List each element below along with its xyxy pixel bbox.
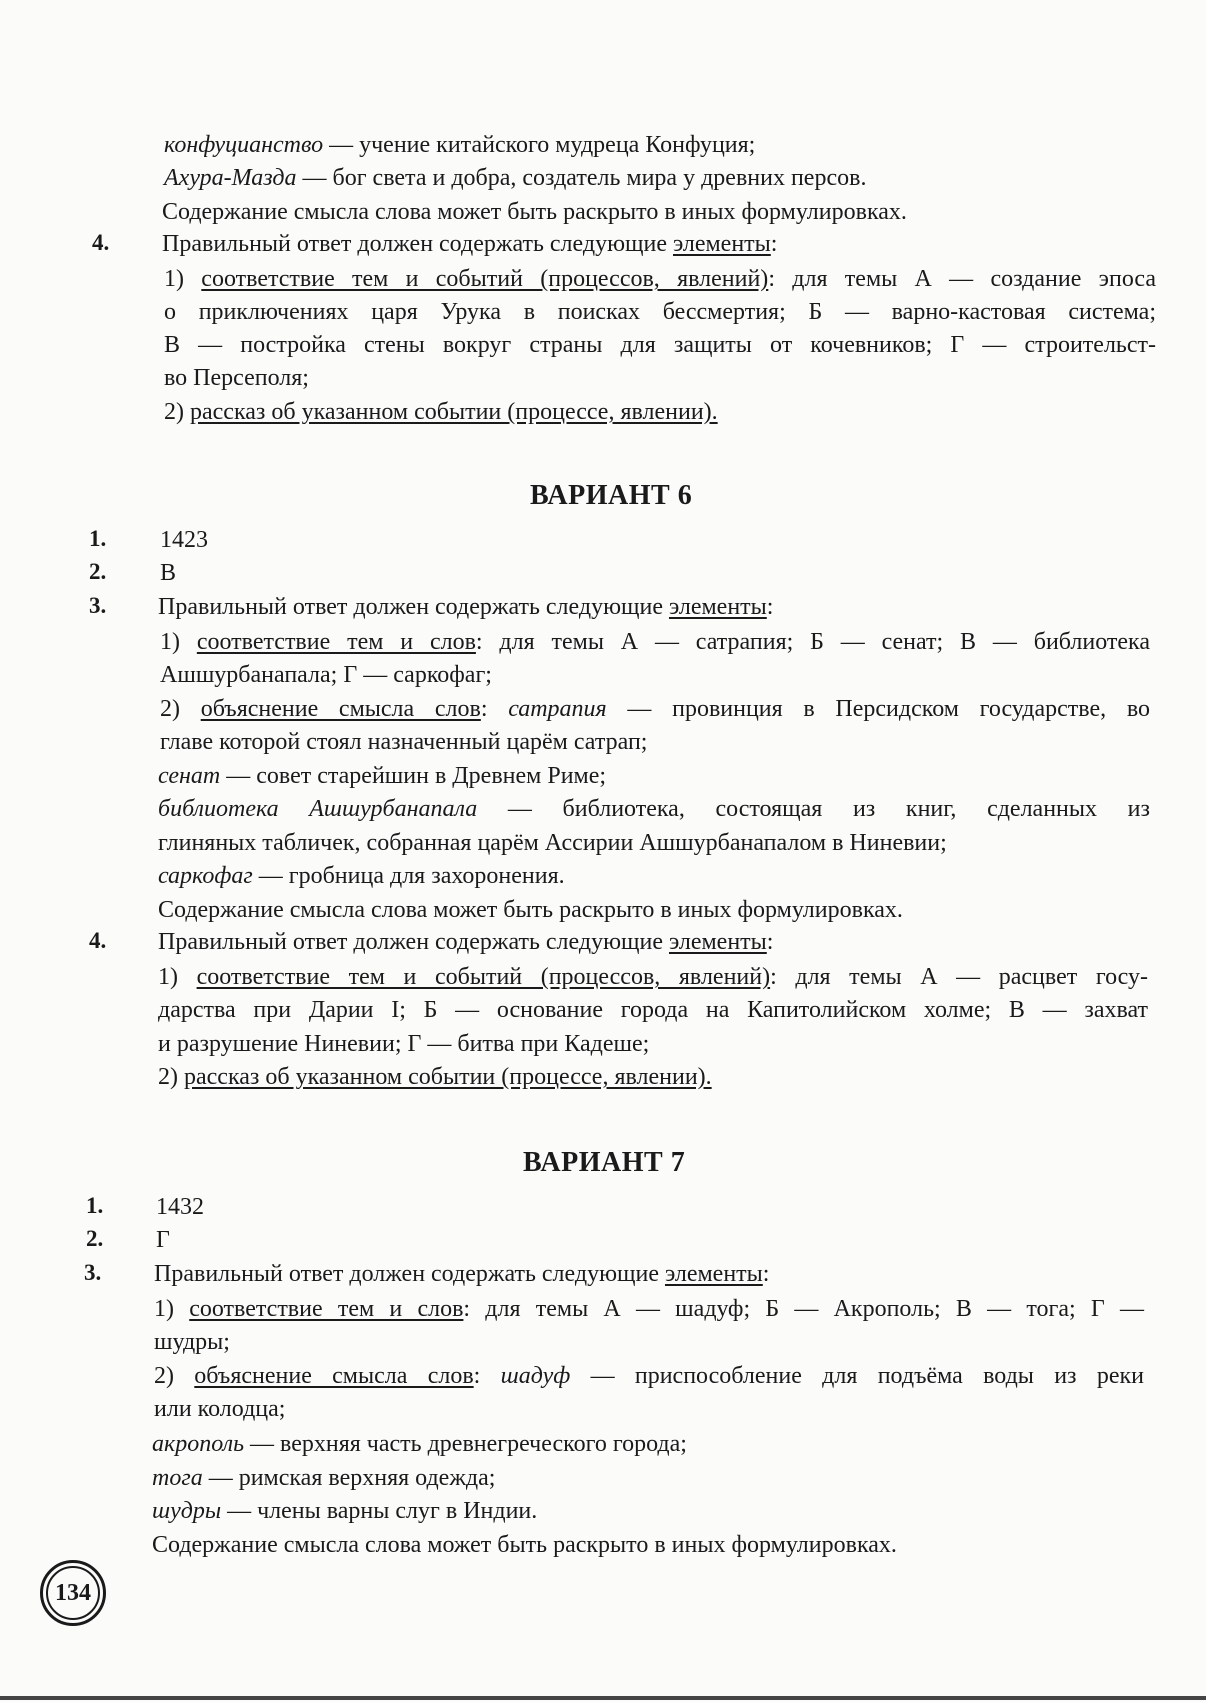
v5-q4-number: 4. <box>92 230 110 255</box>
v6-term-library: библиотека Ашшурбанапала — библиотека, состоящая из книг, сделанных из <box>158 796 1150 822</box>
v5-q4-item1-line4: во Персеполя; <box>164 365 309 391</box>
v6-q4-intro: Правильный ответ должен содержать следующие элементы: <box>158 929 774 955</box>
v6-q4-item1-line2: дарства при Дарии I; Б — основание города на Капитолийском холме; В — захват <box>158 997 1148 1023</box>
v7-q1-answer: 1432 <box>156 1194 204 1220</box>
variant-6-title: ВАРИАНТ 6 <box>530 480 693 511</box>
v6-q4-number: 4. <box>89 928 107 953</box>
v7-term-acropolis: акрополь — верхняя часть древнегреческого города; <box>152 1431 687 1457</box>
v6-q1-answer: 1423 <box>160 527 208 553</box>
v6-note: Содержание смысла слова может быть раскрыто в иных формулировках. <box>158 897 903 923</box>
v6-q3-item1: 1) соответствие тем и слов: для темы А — сатрапия; Б — сенат; В — библиотека <box>160 629 1150 655</box>
v7-term-toga: тога — римская верхняя одежда; <box>152 1465 496 1491</box>
v7-q3-item1-line2: шудры; <box>154 1329 230 1355</box>
v6-term-senat: сенат — совет старейшин в Древнем Риме; <box>158 763 607 789</box>
v6-q1-number: 1. <box>89 526 107 551</box>
v6-term-sarcophagus: саркофаг — гробница для захоронения. <box>158 863 565 889</box>
variant-7-title: ВАРИАНТ 7 <box>523 1147 686 1178</box>
bottom-rule <box>0 1696 1206 1700</box>
v6-q4-item1: 1) соответствие тем и событий (процессов, явлений): для темы А — расцвет госу- <box>158 964 1148 990</box>
v7-q2-number: 2. <box>86 1226 104 1251</box>
v5-q4-item1-line3: В — постройка стены вокруг страны для защиты от кочевников; Г — строительст- <box>164 332 1156 358</box>
v5-term-ahura-mazda: Ахура-Мазда — бог света и добра, создатель мира у древних персов. <box>164 165 867 191</box>
v6-q2-number: 2. <box>89 559 107 584</box>
v6-term-library-line2: глиняных табличек, собранная царём Ассирии Ашшурбанапалом в Ниневии; <box>158 830 947 856</box>
v7-q3-number: 3. <box>84 1260 102 1285</box>
v7-q3-item2-line2: или колодца; <box>154 1396 286 1422</box>
v6-q3-item2: 2) объяснение смысла слов: сатрапия — провинция в Персидском государстве, во <box>160 696 1150 722</box>
v7-q3-intro: Правильный ответ должен содержать следующие элементы: <box>154 1261 770 1287</box>
v7-q3-item2: 2) объяснение смысла слов: шадуф — приспособление для подъёма воды из реки <box>154 1363 1144 1389</box>
page-number-badge <box>40 1560 106 1626</box>
v6-q3-item1-line2: Ашшурбанапала; Г — саркофаг; <box>160 662 492 688</box>
v5-q4-item2: 2) рассказ об указанном событии (процессе, явлении). <box>164 399 718 425</box>
v6-q4-item1-line3: и разрушение Ниневии; Г — битва при Кадеше; <box>158 1031 650 1057</box>
page-number: 134 <box>46 1566 100 1620</box>
v6-q2-answer: В <box>160 560 177 586</box>
v7-term-shudry: шудры — члены варны слуг в Индии. <box>152 1498 538 1524</box>
v6-q3-number: 3. <box>89 593 107 618</box>
v5-note: Содержание смысла слова может быть раскрыто в иных формулировках. <box>162 199 907 225</box>
v6-q4-item2: 2) рассказ об указанном событии (процессе, явлении). <box>158 1064 712 1090</box>
v7-note: Содержание смысла слова может быть раскрыто в иных формулировках. <box>152 1532 897 1558</box>
v6-q3-intro: Правильный ответ должен содержать следующие элементы: <box>158 594 774 620</box>
v7-q3-item1: 1) соответствие тем и слов: для темы А — шадуф; Б — Акрополь; В — тога; Г — <box>154 1296 1144 1322</box>
v5-q4-item1-line2: о приключениях царя Урука в поисках бессмертия; Б — варно-кастовая система; <box>164 299 1156 325</box>
v5-term-confucianism: конфуцианство — учение китайского мудреца Конфуция; <box>164 132 756 158</box>
v5-q4-intro: Правильный ответ должен содержать следующие элементы: <box>162 231 778 257</box>
v6-q3-item2-line2: главе которой стоял назначенный царём сатрап; <box>160 729 648 755</box>
v7-q1-number: 1. <box>86 1193 104 1218</box>
v7-q2-answer: Г <box>156 1227 170 1253</box>
v5-q4-item1: 1) соответствие тем и событий (процессов, явлений): для темы А — создание эпоса <box>164 266 1157 292</box>
